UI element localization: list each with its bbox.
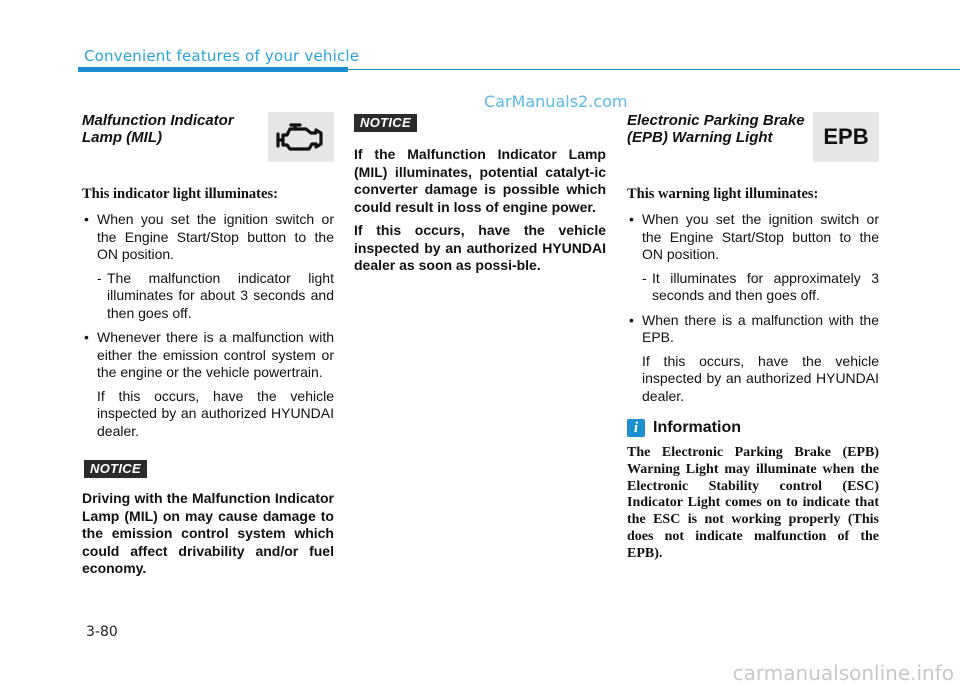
mil-section: [82, 108, 334, 578]
information-icon: i: [627, 419, 645, 437]
information-heading-row: [627, 419, 879, 437]
page-number: 3-80: [86, 624, 118, 640]
epb-section: [627, 108, 879, 563]
epb-title: Electronic Parking Brake (EPB) Warning Light: [627, 112, 805, 146]
mil-title-row: [82, 108, 334, 186]
epb-bullet-1-sub: - It illuminates for approximately 3 seconds and then goes off.: [627, 270, 879, 305]
header-rule: [348, 69, 960, 70]
notice-section: [354, 108, 606, 275]
mil-bullet-1: • When you set the ignition switch or the Engine Start/Stop button to the ON position.: [82, 211, 334, 264]
mil-bullet-2-para: If this occurs, have the vehicle inspected by an authorized HYUNDAI dealer.: [97, 387, 334, 439]
mil-notice-badge: NOTICE: [84, 460, 147, 478]
watermark-top[interactable]: CarManuals2.com: [484, 92, 628, 111]
epb-bullet-1: • When you set the ignition switch or the Engine Start/Stop button to the ON position.: [627, 211, 879, 264]
notice-paragraph-2: If this occurs, have the vehicle inspected by an authorized HYUNDAI dealer as soon as possi-ble.: [354, 222, 606, 273]
notice-paragraph-1: If the Malfunction Indicator Lamp (MIL) illuminates, potential catalyt-ic converter damage is possible which could result in loss of engine power.: [354, 146, 606, 215]
epb-title-row: [627, 108, 879, 186]
mil-bullet-1-sub: - The malfunction indicator light illuminates for about 3 seconds and then goes off.: [82, 270, 334, 323]
notice-badge: NOTICE: [354, 114, 417, 132]
epb-illuminates-heading: This warning light illuminates:: [627, 186, 819, 202]
engine-check-icon: [268, 112, 334, 162]
epb-bullet-2: • When there is a malfunction with the EPB.: [627, 312, 879, 347]
information-text: The Electronic Parking Brake (EPB) Warning Light may illuminate when the Electronic Stability control (ESC) Indicator Light comes on to indicate that the ESC is not working properly (This does not indicate malfunction of the EPB).: [627, 445, 879, 561]
header-accent-bar: [78, 67, 348, 72]
mil-illuminates-heading: This indicator light illuminates:: [82, 186, 278, 202]
information-title: Information: [653, 419, 741, 436]
mil-notice-text: Driving with the Malfunction Indicator Lamp (MIL) on may cause damage to the emission control system which could affect drivability and/or fuel economy.: [82, 490, 334, 576]
epb-bullet-2-para: If this occurs, have the vehicle inspected by an authorized HYUNDAI dealer.: [642, 352, 879, 404]
engine-check-icon-svg: [276, 120, 326, 154]
epb-warning-icon: [813, 112, 879, 162]
mil-bullet-2: • Whenever there is a malfunction with either the emission control system or the engine or the vehicle powertrain.: [82, 329, 334, 382]
epb-icon-label: EPB: [823, 124, 869, 149]
section-header-title: Convenient features of your vehicle: [84, 47, 360, 65]
watermark-bottom[interactable]: carmanualsonline.info: [732, 661, 954, 685]
mil-title: Malfunction Indicator Lamp (MIL): [82, 112, 234, 146]
